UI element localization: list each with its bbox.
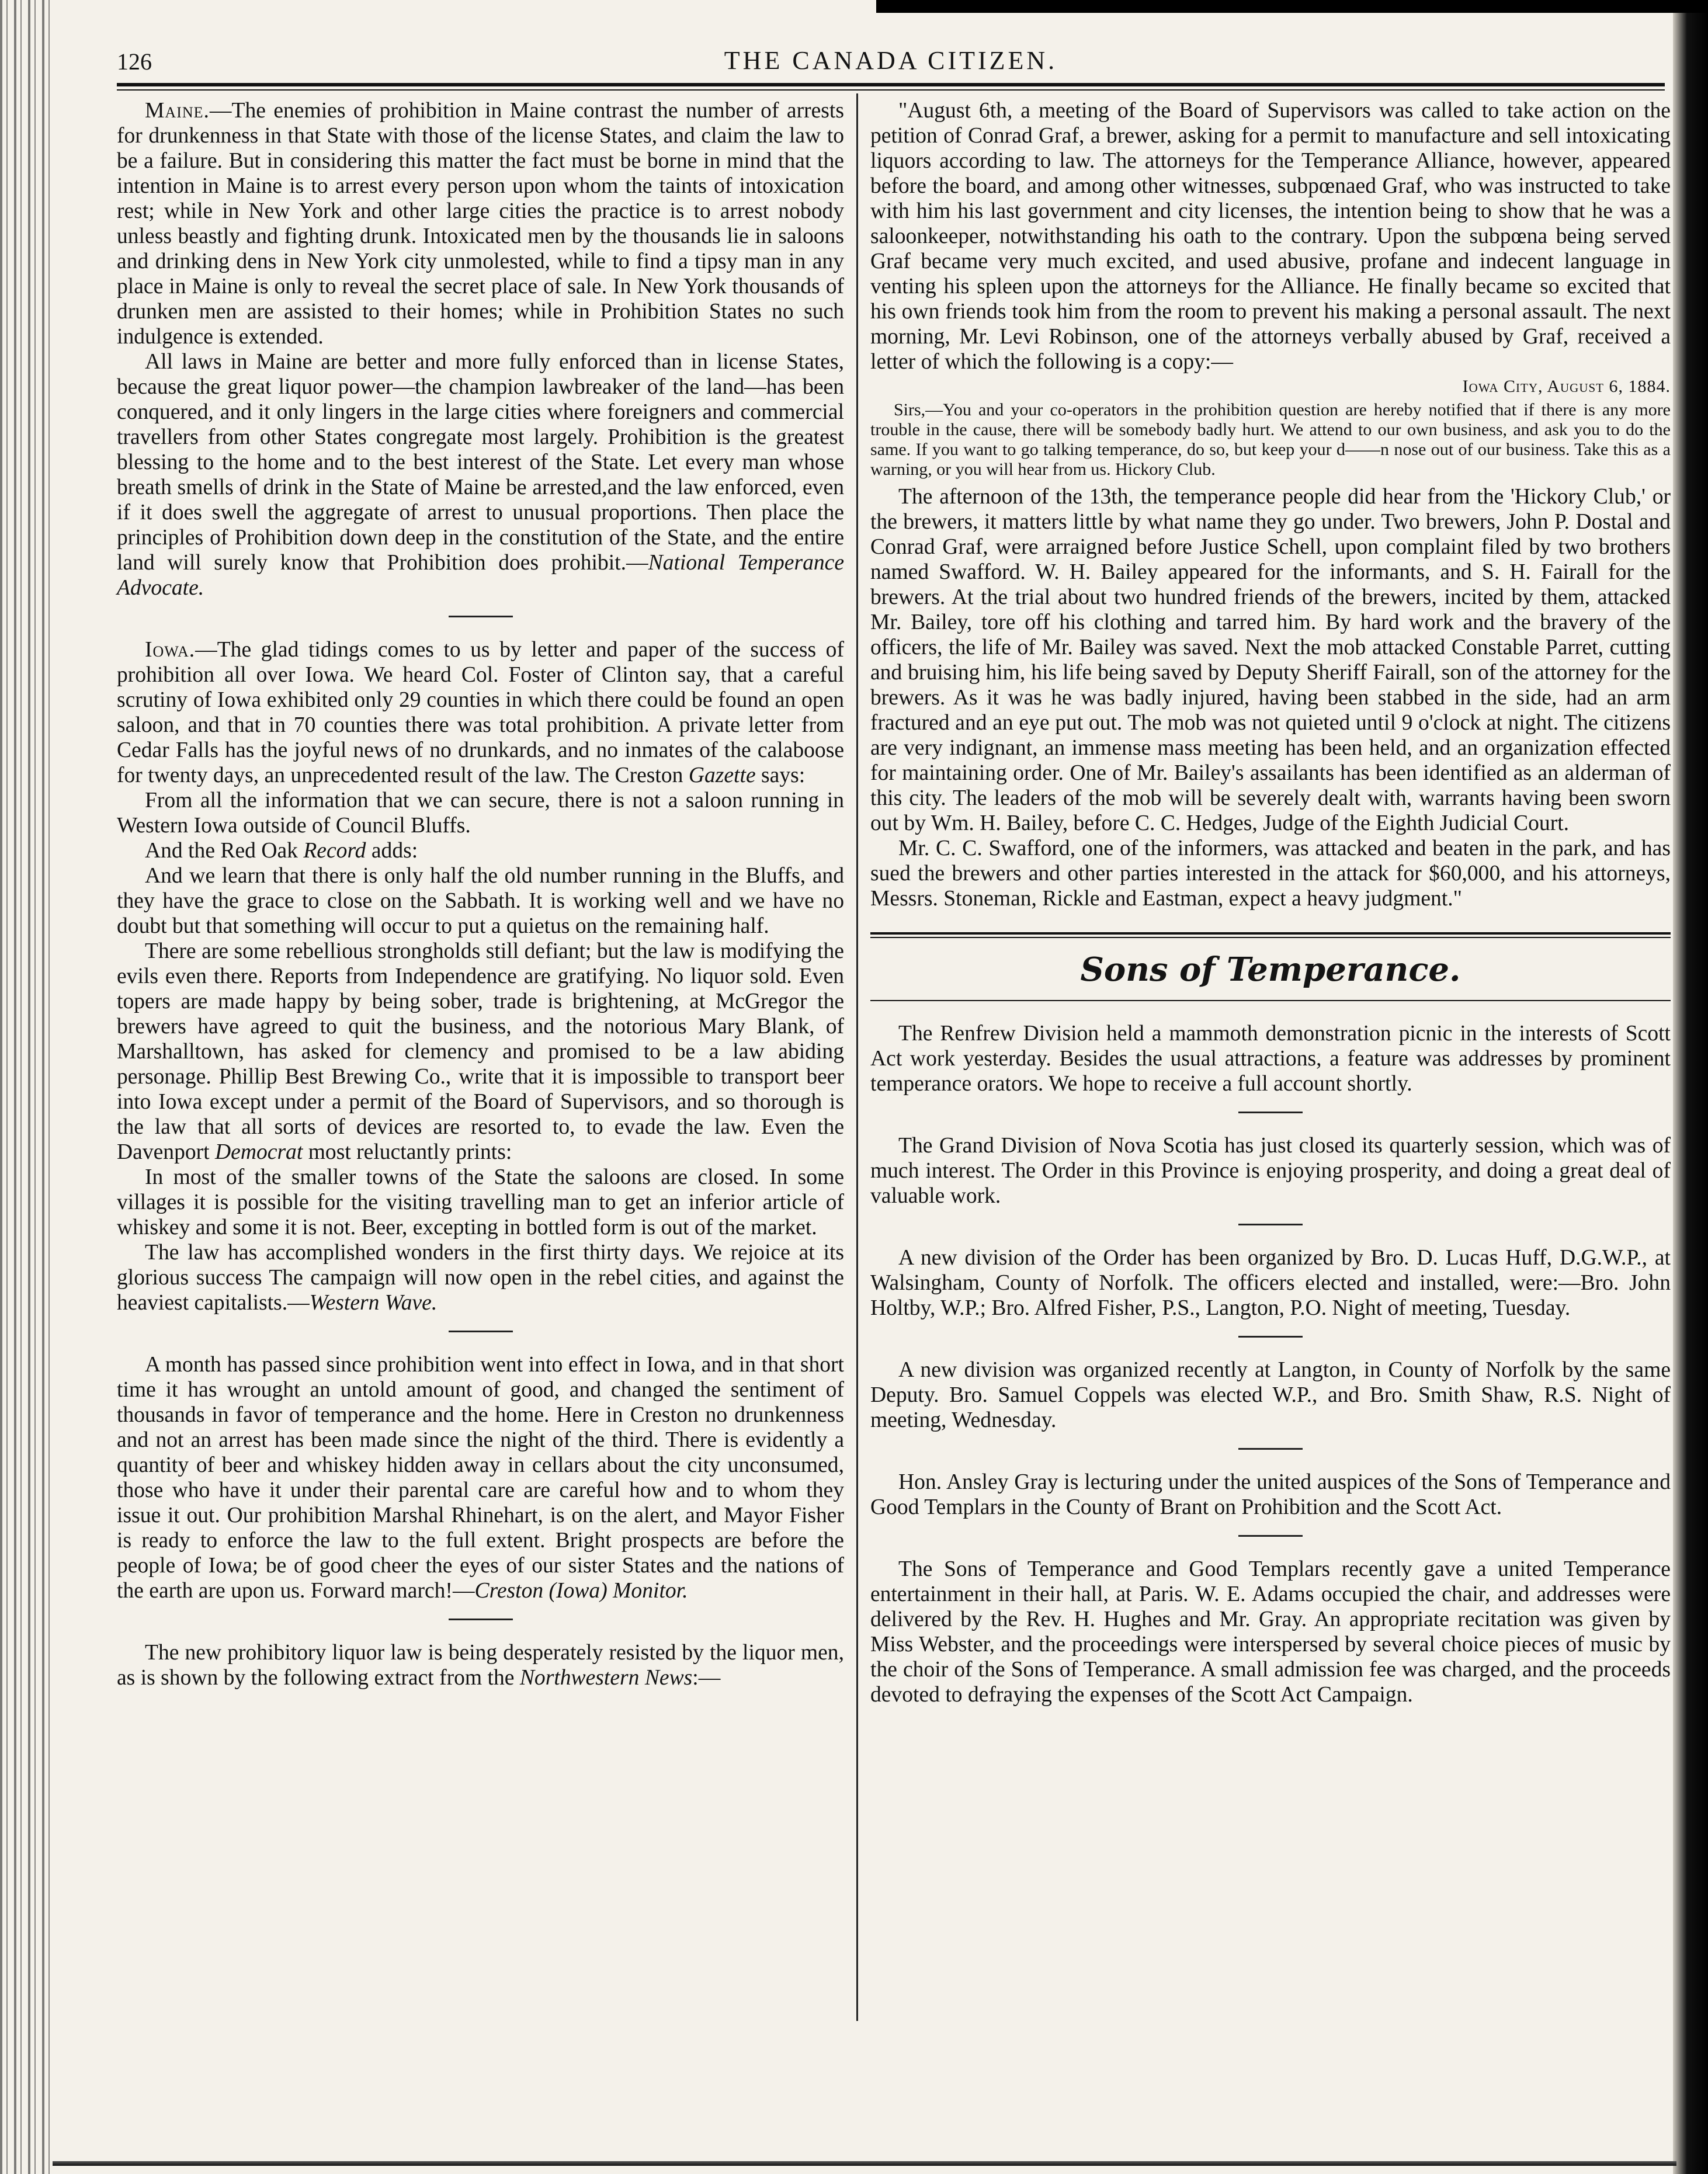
western-wave-source: Western Wave. bbox=[309, 1291, 438, 1315]
right-column bbox=[870, 98, 1671, 1707]
iowa-paragraph-3 bbox=[117, 838, 844, 863]
iowa-paragraph-2: From all the information that we can secure, there is not a saloon running in Western Iowa outside of Council Bluffs. bbox=[117, 789, 844, 838]
separator bbox=[1238, 1112, 1303, 1113]
august-paragraph-3: Mr. C. C. Swafford, one of the informers, was attacked and beaten in the park, and has sued the brewers and other parties interested in the attack for $60,000, and his attorneys, Messrs. Stoneman, Rickle and Eastman, expect a heavy judgment." bbox=[870, 836, 1671, 911]
august-paragraph-1: "August 6th, a meeting of the Board of Supervisors was called to take action on the petition of Conrad Graf, a brewer, asking for a permit to manufacture and sell intoxicating liquors according to law. The attorneys for the Temperance Alliance, however, appeared before the board, and among other witnesses, subpœnaed Graf, who was instructed to take with him his last government and city licenses, the intention being to show that he was a saloonkeeper, notwithstanding his oath to the contrary. Upon the subpœna being served Graf became very much excited, and used abusive, profane and indecent language in venting his spleen upon the attorneys for the Alliance. He finally became so excited that his own friends took him from the room to prevent his making a personal assault. The next morning, Mr. Levi Robinson, one of the attorneys verbally abused by Graf, received a letter of which the following is a copy:— bbox=[870, 99, 1671, 374]
iowa-text-5b: most reluctantly prints: bbox=[303, 1140, 512, 1164]
section-rule bbox=[870, 932, 1671, 935]
separator bbox=[1238, 1224, 1303, 1225]
iowa-paragraph-1 bbox=[117, 637, 844, 788]
header-rule-thin bbox=[117, 89, 1665, 91]
bottom-rule bbox=[53, 2161, 1676, 2166]
section-rule bbox=[870, 937, 1671, 938]
creston-paragraph bbox=[117, 1352, 844, 1603]
august-paragraph-2: The afternoon of the 13th, the temperance people did hear from the 'Hickory Club,' or the brewers, it matters little by what name they go under. Two brewers, John P. Dostal and Conrad Graf, were arraigned before Justice Schell, upon complaint filed by two brothers named Swafford. W. H. Bailey appeared for the informants, and S. H. Fairall for the brewers. At the trial about two hundred friends of the brewers, incited by them, attacked Mr. Bailey, tore off his clothing and tarred him. By hard work and the bravery of the officers, the life of Mr. Bailey was saved. Next the mob attacked Constable Parret, cutting and bruising him, his life being saved by Deputy Sheriff Fairall, son of the attorney for the brewers. As it was he was badly injured, having been stabbed in the side, had an arm fractured and an eye put out. The mob was not quieted until 9 o'clock at night. The citizens are very indignant, an immense mass meeting has been held, and an organization effected for maintaining order. One of Mr. Bailey's assailants has been identified as an alderman of this city. The leaders of the mob will be severely dealt with, warrants having been sworn out by Wm. H. Bailey, before C. C. Hedges, Judge of the Eighth Judicial Court. bbox=[870, 485, 1671, 835]
letter-body: Sirs,—You and your co-operators in the prohibition question are hereby notified that if there is any more trouble in the cause, there will be somebody badly hurt. We attend to our own business, and ask you to do the same. If you want to go talking temperance, do so, but keep your d——n nose out of our business. Take this as a warning, or you will hear from us. Hickory Club. bbox=[870, 400, 1671, 479]
sons-paragraph-1: The Renfrew Division held a mammoth demonstration picnic in the interests of Scott Act work yesterday. Besides the usual attractions, a feature was addresses by prominent temperance orators. We hope to receive a full account shortly. bbox=[870, 1022, 1671, 1096]
iowa-paragraph-4: And we learn that there is only half the old number running in the Bluffs, and they have the grace to close on the Sabbath. It is working well and we have no doubt but that something will occur to put a quietus on the remaining half. bbox=[117, 864, 844, 938]
page-number: 126 bbox=[117, 48, 152, 75]
sons-paragraph-4: A new division was organized recently at Langton, in County of Norfolk by the same Deputy. Bro. Samuel Coppels was elected W.P., and Bro. Smith Shaw, R.S. Night of meeting, Wednesday. bbox=[870, 1358, 1671, 1432]
maine-source: National Temperance Advocate. bbox=[117, 551, 845, 600]
scan-edge-top bbox=[876, 0, 1708, 13]
northwestern-text: The new prohibitory liquor law is being desperately resisted by the liquor men, as is shown by the following extract from the bbox=[117, 1641, 844, 1690]
iowa-paragraph-7 bbox=[117, 1240, 844, 1315]
maine-paragraph-2 bbox=[117, 349, 844, 600]
iowa-lead: Iowa. bbox=[145, 638, 196, 662]
page-header bbox=[117, 42, 1665, 86]
separator bbox=[449, 1331, 513, 1332]
northwestern-end: :— bbox=[692, 1666, 721, 1690]
northwestern-source: Northwestern News bbox=[519, 1666, 693, 1690]
column-divider bbox=[856, 93, 858, 2021]
iowa-says: says: bbox=[755, 763, 806, 787]
sons-paragraph-6: The Sons of Temperance and Good Templars recently gave a united Temperance entertainment in their hall, at Paris. W. E. Adams occupied the chair, and addresses were delivered by the Rev. H. Hughes and Mr. Gray. An appropriate recitation was given by Miss Webster, and the proceedings were interspersed by several choice pieces of music by the choir of the Sons of Temperance. A small admission fee was charged, and the proceeds devoted to defraying the expenses of the Scott Act Campaign. bbox=[870, 1557, 1671, 1707]
northwestern-paragraph bbox=[117, 1640, 844, 1690]
iowa-text-5a: There are some rebellious strongholds still defiant; but the law is modifying the evils even there. Reports from Independence are gratifying. No liquor sold. Even topers are made happy by being sober, trade is brightening, at McGregor the brewers have agreed to quit the business, and the notorious Mary Blank, of Marshalltown, has asked for clemency and promised to be a law abiding personage. Phillip Best Brewing Co., write that it is impossible to transport beer into Iowa except under a permit of the Board of Supervisors, and so thorough is the law that all sorts of devices are resorted to, to evade the law. Even the Davenport bbox=[117, 939, 844, 1164]
maine-lead: Maine. bbox=[145, 99, 210, 123]
sons-paragraph-5: Hon. Ansley Gray is lecturing under the united auspices of the Sons of Temperance and Good Templars in the County of Brant on Prohibition and the Scott Act. bbox=[870, 1470, 1671, 1519]
iowa-text-1: —The glad tidings comes to us by letter and paper of the success of prohibition all over Iowa. We heard Col. Foster of Clinton say, that a careful scrutiny of Iowa exhibited only 29 counties in which there could be found an open saloon, and that in 70 counties there was total prohibition. A private letter from Cedar Falls has the joyful news of no drunkards, and no inmates of the calaboose for twenty days, an unprecedented result of the law. The Creston bbox=[117, 638, 844, 787]
separator bbox=[449, 616, 513, 617]
creston-source: Creston (Iowa) Monitor. bbox=[474, 1579, 688, 1603]
iowa-paragraph-5 bbox=[117, 939, 844, 1165]
iowa-paragraph-6: In most of the smaller towns of the State the saloons are closed. In some villages it is possible for the visiting travelling man to get an inferior article of whiskey and some it is not. Beer, excepting in bottled form is out of the market. bbox=[117, 1165, 844, 1239]
separator bbox=[1238, 1535, 1303, 1537]
sons-paragraph-3: A new division of the Order has been organized by Bro. D. Lucas Huff, D.G.W.P., at Walsingham, County of Norfolk. The officers elected and installed, were:—Bro. John Holtby, W.P.; Bro. Alfred Fisher, P.S., Langton, P.O. Night of meeting, Tuesday. bbox=[870, 1246, 1671, 1320]
maine-paragraph-1 bbox=[117, 98, 844, 349]
democrat-name: Democrat bbox=[215, 1140, 303, 1164]
separator bbox=[1238, 1336, 1303, 1338]
scan-edge-left bbox=[0, 0, 53, 2174]
iowa-text-7: The law has accomplished wonders in the first thirty days. We rejoice at its glorious success The campaign will now open in the rebel cities, and against the heaviest capitalists.— bbox=[117, 1241, 844, 1315]
scan-edge-right bbox=[1673, 0, 1708, 2174]
separator bbox=[449, 1619, 513, 1620]
iowa-text-3a: And the Red Oak bbox=[145, 839, 304, 863]
record-name: Record bbox=[303, 839, 366, 863]
section-title-sons-of-temperance: Sons of Temperance. bbox=[1080, 950, 1461, 989]
iowa-text-3b: adds: bbox=[366, 839, 418, 863]
masthead-title: THE CANADA CITIZEN. bbox=[724, 46, 1058, 75]
maine-text-2: All laws in Maine are better and more fully enforced than in license States, because the great liquor power—the champion lawbreaker of the land—has been conquered, and it only lingers in the large cities where foreigners and commercial travellers from other States congregate most largely. Prohibition is the greatest blessing to the home and to the best interest of the State. Let every man whose breath smells of drink in the State of Maine be arrested,and the law enforced, even if it does swell the aggregate of arrest to unusual proportions. Then place the principles of Prohibition down deep in the constitution of the State, and the entire land will surely know that Prohibition does prohibit.— bbox=[117, 350, 844, 575]
threat-letter bbox=[870, 377, 1671, 480]
maine-text-1: —The enemies of prohibition in Maine contrast the number of arrests for drunkenness in that State with those of the license States, and claim the law to be a failure. But in considering this matter the fact must be borne in mind that the intention in Maine is to arrest every person upon whom the taints of intoxication rest; while in New York and other large cities the practice is to arrest nobody unless beastly and fighting drunk. Intoxicated men by the thousands lie in saloons and drinking dens in New York city unmolested, while to find a tipsy man in any place in Maine is only to reveal the secret place of sale. In New York thousands of drunken men are assisted to their homes; while in Prohibition States no such indulgence is extended. bbox=[117, 99, 844, 349]
creston-text: A month has passed since prohibition went into effect in Iowa, and in that short time it has wrought an untold amount of good, and changed the sentiment of thousands in favor of temperance and the home. Here in Creston no drunkenness and not an arrest has been made since the night of the third. There is evidently a quantity of beer and whiskey hidden away in cellars about the city unconsumed, those who have it under their parental care are careful how and to whom they issue it out. Our prohibition Marshal Rhinehart, is on the alert, and Mayor Fisher is ready to enforce the law to the full extent. Bright prospects are before the people of Iowa; be of good cheer the eyes of our sister States and the nations of the earth are upon us. Forward march!— bbox=[117, 1353, 844, 1603]
left-column bbox=[117, 98, 844, 1690]
header-rule-thick bbox=[117, 83, 1665, 86]
letter-dateline: Iowa City, August 6, 1884. bbox=[1462, 377, 1671, 396]
gazette-name: Gazette bbox=[688, 763, 756, 787]
separator bbox=[1238, 1448, 1303, 1450]
section-rule bbox=[870, 1000, 1671, 1001]
sons-paragraph-2: The Grand Division of Nova Scotia has just closed its quarterly session, which was of much interest. The Order in this Province is enjoying prosperity, and doing a great deal of valuable work. bbox=[870, 1134, 1671, 1208]
